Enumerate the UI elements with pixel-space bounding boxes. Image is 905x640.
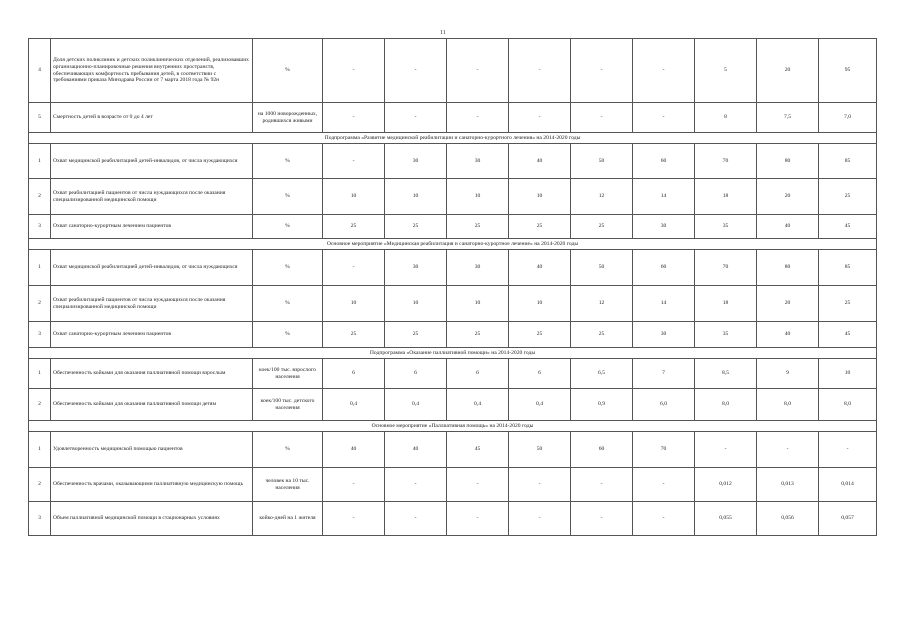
table-row	[29, 322, 877, 348]
section-title: Подпрограмма «Развитие медицинской реабилитации и санаторно-курортного лечения» на 2014-2020 годы	[29, 133, 877, 144]
indicator-value: 25	[323, 215, 385, 239]
indicator-value: 0,4	[447, 389, 509, 421]
table-row	[29, 359, 877, 389]
indicator-value: 70	[633, 432, 695, 468]
indicator-value: 8,0	[757, 389, 819, 421]
indicator-value: -	[571, 468, 633, 502]
indicator-value: 45	[819, 215, 877, 239]
indicator-value: 30	[447, 250, 509, 286]
indicator-value: -	[509, 468, 571, 502]
unit-of-measure: %	[253, 250, 323, 286]
section-title: Основное мероприятие «Медицинская реабилитация и санаторно-курортное лечение» на 2014-2020 годы	[29, 239, 877, 250]
indicator-value: 8,5	[695, 359, 757, 389]
indicator-value: 25	[509, 215, 571, 239]
indicator-value: -	[571, 103, 633, 133]
indicator-value: -	[819, 432, 877, 468]
section-header-row	[29, 133, 877, 144]
indicator-value: -	[633, 39, 695, 103]
indicator-value: -	[323, 144, 385, 179]
indicator-value: 0,056	[757, 502, 819, 536]
indicator-value: 70	[695, 144, 757, 179]
row-number: 2	[29, 286, 51, 322]
indicator-value: -	[571, 502, 633, 536]
indicator-value: -	[633, 103, 695, 133]
row-number: 1	[29, 432, 51, 468]
indicator-value: -	[571, 39, 633, 103]
indicator-value: 7,5	[757, 103, 819, 133]
indicator-value: 6,0	[633, 389, 695, 421]
indicator-value: 10	[509, 179, 571, 215]
indicator-value: -	[447, 103, 509, 133]
indicator-value: 30	[385, 144, 447, 179]
indicator-value: 30	[633, 322, 695, 348]
indicator-value: 9	[757, 359, 819, 389]
indicator-value: 20	[757, 286, 819, 322]
indicator-value: 8,0	[819, 389, 877, 421]
indicator-value: -	[509, 502, 571, 536]
indicator-name: Охват санаторно-курортным лечением пациентов	[51, 215, 253, 239]
indicator-value: 25	[385, 322, 447, 348]
indicator-value: 30	[385, 250, 447, 286]
row-number: 5	[29, 103, 51, 133]
indicator-value: 35	[695, 215, 757, 239]
indicator-value: 10	[385, 286, 447, 322]
indicator-value: -	[323, 103, 385, 133]
indicator-value: 50	[571, 250, 633, 286]
indicator-value: -	[447, 502, 509, 536]
indicator-value: 0,057	[819, 502, 877, 536]
indicator-value: 10	[509, 286, 571, 322]
indicator-value: -	[385, 103, 447, 133]
unit-of-measure: %	[253, 179, 323, 215]
indicator-name: Охват медицинской реабилитацией детей-инвалидов, от числа нуждающихся	[51, 144, 253, 179]
indicator-name: Охват медицинской реабилитацией детей-инвалидов, от числа нуждающихся	[51, 250, 253, 286]
indicator-value: 8	[695, 103, 757, 133]
indicator-value: 14	[633, 286, 695, 322]
indicator-value: 0,4	[323, 389, 385, 421]
indicator-name: Обеспеченность врачами, оказывающими паллиативную медицинскую помощь	[51, 468, 253, 502]
indicator-value: 45	[447, 432, 509, 468]
unit-of-measure: человек на 10 тыс. населения	[253, 468, 323, 502]
indicator-value: 6	[447, 359, 509, 389]
indicator-value: -	[385, 468, 447, 502]
unit-of-measure: %	[253, 286, 323, 322]
indicator-value: 0,012	[695, 468, 757, 502]
unit-of-measure: %	[253, 144, 323, 179]
indicator-value: 40	[757, 215, 819, 239]
table-row	[29, 39, 877, 103]
row-number: 2	[29, 179, 51, 215]
indicator-value: 10	[819, 359, 877, 389]
unit-of-measure: %	[253, 215, 323, 239]
indicator-value: -	[695, 432, 757, 468]
section-title: Подпрограмма «Оказание паллиативной помощи» на 2014-2020 годы	[29, 348, 877, 359]
table-row	[29, 144, 877, 179]
indicator-value: 7	[633, 359, 695, 389]
unit-of-measure: на 1000 новорожденных, родившихся живыми	[253, 103, 323, 133]
indicator-value: 25	[571, 322, 633, 348]
section-title: Основное мероприятие «Паллиативная помощь» на 2014-2020 годы	[29, 421, 877, 432]
indicator-value: -	[385, 39, 447, 103]
table-row	[29, 103, 877, 133]
indicator-value: 6,5	[571, 359, 633, 389]
indicator-value: 60	[571, 432, 633, 468]
indicator-value: 40	[757, 322, 819, 348]
indicator-value: 18	[695, 179, 757, 215]
indicator-name: Обеспеченность койками для оказания паллиативной помощи детям	[51, 389, 253, 421]
table-row	[29, 179, 877, 215]
indicators-table	[28, 38, 877, 536]
indicator-value: 25	[447, 322, 509, 348]
section-header-row	[29, 239, 877, 250]
indicator-value: 80	[757, 144, 819, 179]
indicator-value: 50	[571, 144, 633, 179]
indicator-value: 60	[633, 144, 695, 179]
row-number: 1	[29, 144, 51, 179]
unit-of-measure: %	[253, 432, 323, 468]
indicator-name: Смертность детей в возрасте от 0 до 4 лет	[51, 103, 253, 133]
indicator-value: 8,0	[695, 389, 757, 421]
table-row	[29, 468, 877, 502]
indicator-value: 35	[695, 322, 757, 348]
unit-of-measure: койко-дней на 1 жителя	[253, 502, 323, 536]
indicator-value: 25	[819, 286, 877, 322]
unit-of-measure: коек/100 тыс. детского населения	[253, 389, 323, 421]
indicator-value: -	[633, 502, 695, 536]
row-number: 4	[29, 39, 51, 103]
page-number: 11	[440, 30, 446, 36]
table-row	[29, 389, 877, 421]
indicator-value: 6	[509, 359, 571, 389]
indicator-value: 95	[819, 39, 877, 103]
table-row	[29, 432, 877, 468]
indicator-value: 5	[695, 39, 757, 103]
indicator-value: 10	[323, 286, 385, 322]
indicator-value: 0,013	[757, 468, 819, 502]
indicator-value: -	[385, 502, 447, 536]
indicator-value: 10	[385, 179, 447, 215]
indicator-value: 70	[695, 250, 757, 286]
indicator-value: 0,4	[385, 389, 447, 421]
indicator-value: 0,9	[571, 389, 633, 421]
indicator-value: -	[757, 432, 819, 468]
indicator-value: 25	[819, 179, 877, 215]
indicator-value: 25	[385, 215, 447, 239]
indicator-value: -	[323, 39, 385, 103]
row-number: 3	[29, 502, 51, 536]
indicator-value: -	[509, 103, 571, 133]
table-body	[29, 39, 877, 536]
indicator-value: 20	[757, 179, 819, 215]
indicator-value: 12	[571, 286, 633, 322]
indicator-value: 6	[323, 359, 385, 389]
indicator-name: Доля детских поликлиник и детских поликлинических отделений, реализовавших организационно-планировочные решения внутренних пространств, обеспечивающих комфортность пребывания детей, в соответствии с требованиями приказа Минздрава России от 7 марта 2018 года № 92н	[51, 39, 253, 103]
indicator-value: 18	[695, 286, 757, 322]
indicator-value: 20	[757, 39, 819, 103]
indicator-value: -	[509, 39, 571, 103]
row-number: 3	[29, 215, 51, 239]
unit-of-measure: %	[253, 39, 323, 103]
indicator-name: Объем паллиативной медицинской помощи в стационарных условиях	[51, 502, 253, 536]
indicator-value: 0,014	[819, 468, 877, 502]
indicator-name: Охват реабилитацией пациентов от числа нуждающихся после оказания специализированной медицинской помощи	[51, 179, 253, 215]
indicator-value: 10	[323, 179, 385, 215]
section-header-row	[29, 348, 877, 359]
indicator-value: 45	[819, 322, 877, 348]
indicator-value: 80	[757, 250, 819, 286]
indicator-value: 40	[509, 144, 571, 179]
indicator-value: 40	[385, 432, 447, 468]
indicator-name: Обеспеченность койками для оказания паллиативной помощи взрослым	[51, 359, 253, 389]
indicator-value: 40	[323, 432, 385, 468]
indicator-value: 25	[447, 215, 509, 239]
indicator-value: 85	[819, 144, 877, 179]
indicator-value: 40	[509, 250, 571, 286]
indicator-value: -	[323, 468, 385, 502]
indicator-name: Охват санаторно-курортным лечением пациентов	[51, 322, 253, 348]
indicator-value: 12	[571, 179, 633, 215]
row-number: 1	[29, 250, 51, 286]
unit-of-measure: %	[253, 322, 323, 348]
indicator-value: -	[447, 468, 509, 502]
indicator-value: 25	[509, 322, 571, 348]
table-row	[29, 250, 877, 286]
indicator-value: 30	[633, 215, 695, 239]
indicator-name: Удовлетворенность медицинской помощью пациентов	[51, 432, 253, 468]
indicator-value: -	[323, 502, 385, 536]
row-number: 2	[29, 468, 51, 502]
indicator-value: 50	[509, 432, 571, 468]
row-number: 3	[29, 322, 51, 348]
unit-of-measure: коек/100 тыс. взрослого населения	[253, 359, 323, 389]
table-row	[29, 286, 877, 322]
indicator-value: 6	[385, 359, 447, 389]
table-row	[29, 502, 877, 536]
indicator-value: 0,055	[695, 502, 757, 536]
indicator-value: 10	[447, 179, 509, 215]
indicator-value: 30	[447, 144, 509, 179]
indicator-name: Охват реабилитацией пациентов от числа нуждающихся после оказания специализированной медицинской помощи	[51, 286, 253, 322]
indicator-value: 10	[447, 286, 509, 322]
indicator-value: 85	[819, 250, 877, 286]
indicator-value: 25	[571, 215, 633, 239]
indicator-value: -	[323, 250, 385, 286]
indicator-value: 7,0	[819, 103, 877, 133]
section-header-row	[29, 421, 877, 432]
table-row	[29, 215, 877, 239]
indicator-value: -	[447, 39, 509, 103]
indicator-value: 14	[633, 179, 695, 215]
indicator-value: 60	[633, 250, 695, 286]
indicator-value: -	[633, 468, 695, 502]
row-number: 1	[29, 359, 51, 389]
indicator-value: 25	[323, 322, 385, 348]
row-number: 2	[29, 389, 51, 421]
indicator-value: 0,4	[509, 389, 571, 421]
